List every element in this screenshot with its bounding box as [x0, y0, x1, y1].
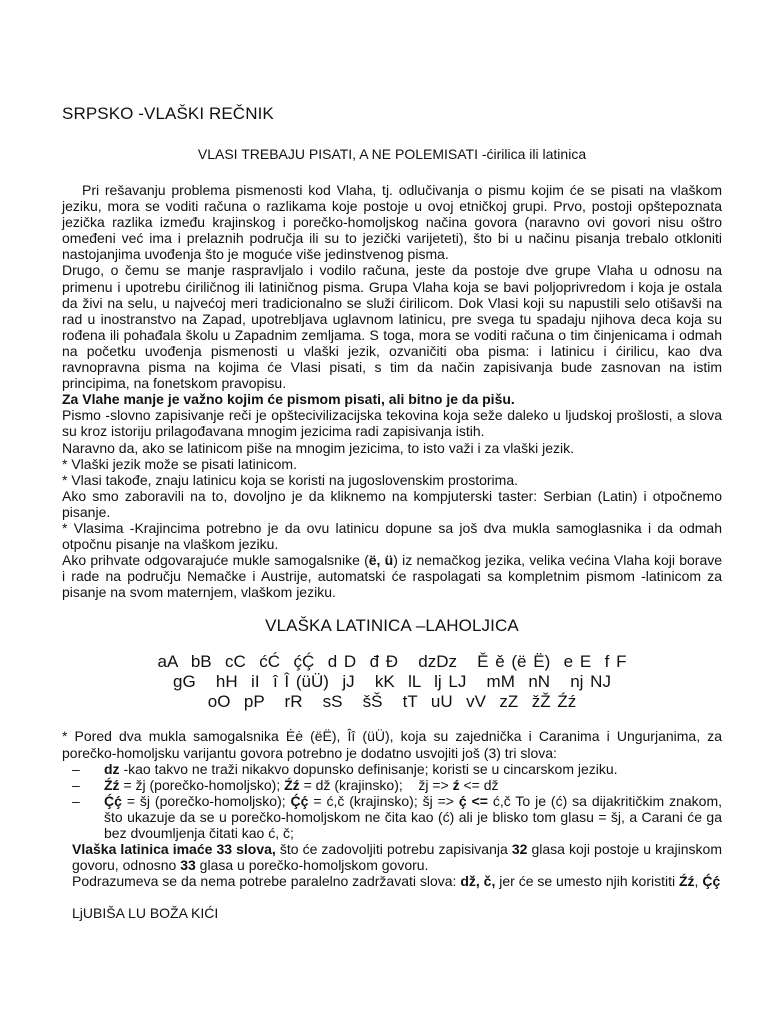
- section-title-a: VLAŠKA LATINICA –: [265, 616, 426, 636]
- dash-item-3-a: Ḉḉ: [104, 792, 122, 809]
- dash-item-3-c: Ḉḉ: [290, 792, 309, 809]
- note-3-c: jer će se umesto njih koristiti: [495, 873, 679, 890]
- alphabet-line-2: gG hH iI î Î (üÜ) jJ kK lL lj LJ mM nN nj NJ: [173, 672, 611, 692]
- author-signature: LjUBIŠA LU BOŽA KIĆI: [72, 905, 219, 922]
- subtitle: [62, 146, 722, 162]
- dash-item-2-a: Źź: [104, 776, 120, 793]
- dash-marker: –: [72, 792, 80, 809]
- note-3-f: Ḉḉ: [702, 873, 721, 890]
- note-3: [62, 873, 722, 889]
- dash-item-3-b: = šj (porečko-homoljsko);: [121, 792, 291, 809]
- dash-item-3: [62, 793, 722, 841]
- dash-item-3-f: ć,č To je (ć) sa dijakritičkim znakom, što ukazuje da se u porečko-homoljskom ne čita kao (ć) ali je blisko tom glasu = šj, a Carani će ga bez dvoumljenja čitati kao ć, č;: [104, 792, 723, 841]
- paragraph-9: * Vlasima -Krajincima potrebno je da ovu latinicu dopune sa još dva mukla samoglasnika i da odmah otpočnu pisanje na vlaškom jeziku.: [62, 519, 722, 553]
- subtitle-rest: -ćirilica ili latinica: [477, 146, 587, 162]
- paragraph-2: Drugo, o čemu se manje raspravljalo i vodilo računa, jeste da postoje dve grupe Vlaha u odnosu na primenu i upotrebu ćiriličnog ili latiničnog pisma. Grupa Vlaha koja se bavi poljoprivredom i koja je ostala da živi na selu, u najvećoj meri tradicionalno se služi ćirilicom. Dok Vlasi koji su napustili selo otišavši na rad u inostranstvo na Zapad, upotrebljava uglavnom latinicu, pre svega tu spadaju njihova deca koja su rođena ili pohađala školu u Zapadnim zemljama. S toga, mora se voditi računa o tim činjenicama i odmah na početku uvođenja pismenosti u vlaški jezik, ozvaničiti oba pisma: i latinicu i ćirilicu, kao dva ravnopravna pisma na kojima će Vlasi pisati, s tim da način zapisivanja bude zasnovan na istim principima, na fonetskom pravopisu.: [62, 262, 722, 392]
- alphabet-line-3: oO pP rR sS šŠ tT uU vV zZ žŽ Źź: [207, 692, 577, 712]
- dash-item-2-d: = dž (krajinsko); žj =>: [299, 776, 453, 793]
- alphabet-block: [62, 652, 722, 712]
- paragraph-10-a: Ako prihvate odgovarajuće mukle samogalsnike (: [62, 552, 369, 569]
- note-2-bold: Vlaška latinica imaće 33 slova,: [72, 841, 276, 858]
- paragraph-10-c: ) iz nemačkog jezika, velika većina Vlaha koji borave i rade na području Nemačke i Austrije, automatski će raspolagati sa kompletnim pismom -latinicom za pisanje na svom maternjem, vlaškom jeziku.: [62, 552, 723, 601]
- paragraph-10: [62, 552, 722, 600]
- note-3-e: ,: [694, 873, 703, 890]
- note-3-b: dž, č,: [460, 873, 496, 890]
- paragraph-1: Pri rešavanju problema pismenosti kod Vlaha, tj. odlučivanja o pismu kojim će se pisati na vlaškom jeziku, mora se voditi računa o razlikama koje postoje u ovoj etničkoj grupi. Prvo, postoji opštepoznata jezička razlika između krajinskog i porečko-homoljskog načina govora (naravno ovi govori nisu oštro omeđeni već ima i prelaznih područja ili su to jezički varijeteti), što bi u načinu pisanja trebalo otkloniti nastojanjima uvođenja što je moguće više jedinstvenog pisma.: [62, 182, 722, 263]
- dash-item-2-c: Źź: [284, 776, 300, 793]
- dash-item-1: [62, 761, 722, 777]
- paragraph-4: Pismo -slovno zapisivanje reči je opštecivilizacijska tekovina koja seže daleko u ljudskoj prošlosti, a slova su kroz istoriju prilagođavana mnogim jezicima radi zapisivanja istih.: [62, 407, 722, 440]
- dash-item-2: [62, 777, 722, 793]
- note-1: * Pored dva mukla samogalsnika Ėė (ëË), Îî (üÜ), koja su zajednička i Caranima i Ungurjanima, za porečko-homoljsku varijantu govora potrebno je dodatno usvojiti još (3) tri slova:: [62, 728, 722, 761]
- section-title-b: LAHOLJICA: [425, 616, 519, 636]
- dash-marker: –: [72, 760, 80, 777]
- dash-item-2-e: ź: [452, 776, 460, 793]
- body-text: [62, 182, 722, 600]
- dash-item-3-d: = ć,č (krajinsko); šj =>: [308, 792, 459, 809]
- subtitle-lead: VLASI TREBAJU PISATI, A NE POLEMISATI: [197, 146, 478, 162]
- paragraph-7: * Vlasi takođe, znaju latinicu koja se koristi na jugoslovenskim prostorima.: [62, 471, 518, 488]
- section-title: [62, 616, 722, 636]
- paragraph-10-b: ë, ü: [368, 552, 394, 569]
- paragraph-5: Naravno da, ako se latinicom piše na mnogim jezicima, to isto važi i za vlaški jezik.: [62, 439, 574, 456]
- notes-block: [62, 728, 722, 889]
- dash-item-1-rest: -kao takvo ne traži nikakvo dopunsko definisanje; koristi se u cincarskom jeziku.: [119, 760, 618, 777]
- paragraph-8: Ako smo zaboravili na to, dovoljno je da kliknemo na kompjuterski taster: Serbian (Latin) i otpočnemo pisanje.: [62, 487, 722, 520]
- note-2-e: glasa u porečko-homoljskom govoru.: [195, 857, 429, 874]
- note-3-a: Podrazumeva se da nema potrebe paralelno zadržavati slova:: [72, 873, 461, 890]
- note-2-b: 32: [511, 841, 528, 858]
- dash-item-2-b: = žj (porečko-homoljsko);: [119, 776, 285, 793]
- note-2: [62, 841, 722, 873]
- paragraph-3-bold: Za Vlahe manje je važno kojim će pismom pisati, ali bitno je da pišu.: [62, 391, 515, 408]
- page-title: SRPSKO -VLAŠKI REČNIK: [62, 104, 274, 123]
- note-2-c: glasa koji postoje u krajinskom govoru, odnosno: [72, 841, 722, 874]
- note-2-a: što će zadovoljiti potrebu zapisivanja: [275, 841, 512, 858]
- alphabet-line-1: aA bB cC ćĆ ḉḈ d D đ Đ dzDz Ě ě (ë Ë) e E f F: [157, 652, 627, 672]
- dash-item-2-f: <= dž: [459, 776, 499, 793]
- dash-item-3-e: ḉ <=: [458, 792, 488, 809]
- note-2-d: 33: [180, 857, 196, 874]
- dash-marker: –: [72, 776, 80, 793]
- dash-item-1-bold: dz: [104, 760, 120, 777]
- note-3-d: Źź: [678, 873, 695, 890]
- paragraph-6: * Vlaški jezik može se pisati latinicom.: [62, 455, 297, 472]
